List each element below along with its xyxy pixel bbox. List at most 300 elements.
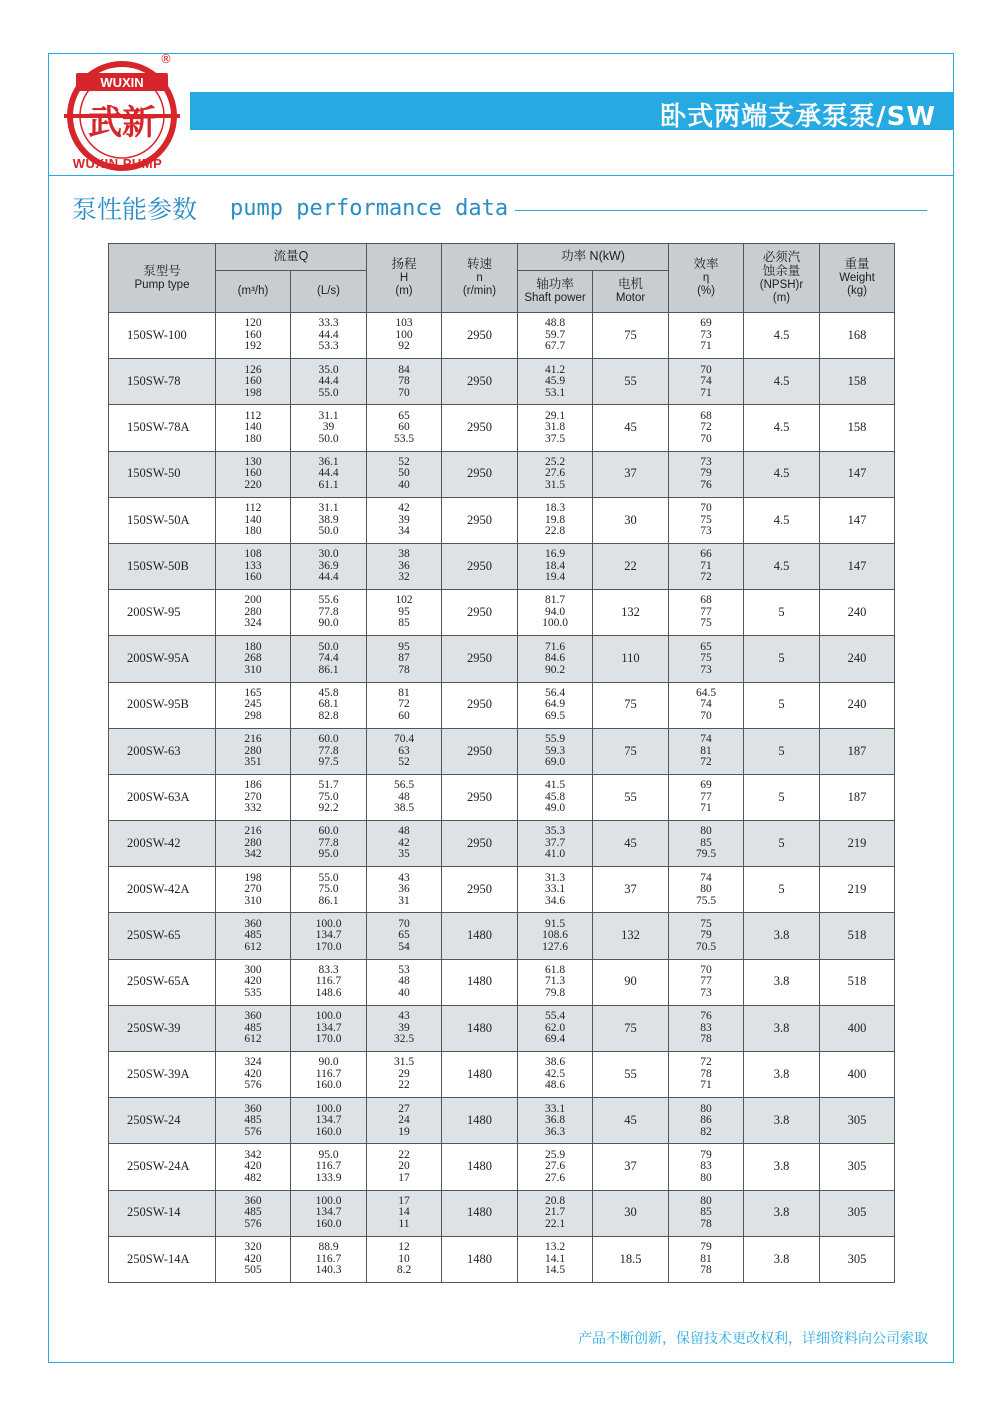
head-cell bbox=[367, 1190, 442, 1236]
flow-ls-cell-value: 75.0 bbox=[318, 790, 339, 803]
efficiency-cell-value: 75.5 bbox=[695, 894, 717, 907]
speed-cell: 2950 bbox=[442, 821, 518, 867]
shaft-power-cell-value: 22.1 bbox=[544, 1217, 566, 1230]
motor-cell: 45 bbox=[593, 405, 669, 451]
shaft-power-cell-value: 31.5 bbox=[544, 478, 566, 491]
head-cell-value: 17 bbox=[398, 1171, 410, 1184]
pump-type-cell: 150SW-78A bbox=[109, 405, 216, 451]
speed-unit: (r/min) bbox=[462, 285, 497, 297]
efficiency-cell bbox=[669, 1005, 744, 1051]
speed-cell: 2950 bbox=[442, 405, 518, 451]
flow-m3h-cell-value: 420 bbox=[244, 1067, 262, 1080]
shaft-power-cell-value: 71.3 bbox=[544, 975, 566, 988]
flow-ls-cell bbox=[291, 543, 367, 589]
flow-ls-cell-value: 30.0 bbox=[318, 548, 339, 561]
speed-cell: 2950 bbox=[442, 867, 518, 913]
shaft-power-cell-value: 21.7 bbox=[544, 1206, 566, 1219]
head-cell-value: 60 bbox=[398, 709, 410, 722]
col-motor bbox=[593, 271, 669, 313]
efficiency-cell-value: 80 bbox=[700, 1194, 712, 1207]
efficiency-cell bbox=[669, 867, 744, 913]
head-cell bbox=[367, 774, 442, 820]
flow-m3h-cell-value: 140 bbox=[244, 421, 262, 434]
efficiency-cell bbox=[669, 359, 744, 405]
efficiency-cell-value: 72 bbox=[700, 1056, 712, 1069]
flow-ls-cell-value: 36.9 bbox=[318, 559, 339, 572]
table-row bbox=[109, 1098, 895, 1144]
table-row bbox=[109, 728, 895, 774]
head-cell bbox=[367, 867, 442, 913]
flow-m3h-cell-value: 485 bbox=[244, 929, 262, 942]
flow-m3h-cell-value: 120 bbox=[244, 317, 262, 330]
flow-cn: 流量Q bbox=[273, 249, 309, 263]
efficiency-cell-value: 69 bbox=[700, 779, 712, 792]
npsh-cell: 3.8 bbox=[744, 1052, 820, 1098]
speed-cell: 2950 bbox=[442, 774, 518, 820]
flow-m3h-cell-value: 268 bbox=[244, 652, 262, 665]
table-row bbox=[109, 959, 895, 1005]
efficiency-cell-value: 80 bbox=[700, 1171, 712, 1184]
flow-unit-m3h: (m³/h) bbox=[237, 285, 269, 297]
pump-type-cell: 200SW-95A bbox=[109, 636, 216, 682]
flow-ls-cell-value: 100.0 bbox=[315, 917, 342, 930]
flow-ls-cell bbox=[291, 451, 367, 497]
shaft-power-cell-value: 69.4 bbox=[544, 1033, 566, 1046]
head-cell-value: 48 bbox=[398, 975, 410, 988]
header-banner bbox=[190, 92, 954, 130]
efficiency-cell-value: 73 bbox=[700, 663, 712, 676]
pump-type-cn: 泵型号 bbox=[143, 263, 181, 278]
head-cell-value: 34 bbox=[398, 525, 410, 538]
npsh-unit: (m) bbox=[772, 292, 791, 304]
efficiency-cell-value: 82 bbox=[700, 1125, 712, 1138]
head-cell-value: 35 bbox=[398, 848, 410, 861]
flow-m3h-cell-value: 360 bbox=[244, 1102, 262, 1115]
flow-ls-cell-value: 31.1 bbox=[318, 409, 339, 422]
head-cell-value: 22 bbox=[398, 1079, 410, 1092]
pump-type-cell: 200SW-42A bbox=[109, 867, 216, 913]
flow-ls-cell-value: 134.7 bbox=[315, 1021, 342, 1034]
speed-cell: 2950 bbox=[442, 497, 518, 543]
efficiency-cell bbox=[669, 1144, 744, 1190]
flow-m3h-cell-value: 133 bbox=[244, 559, 262, 572]
shaft-power-cell bbox=[518, 682, 593, 728]
efficiency-cell bbox=[669, 1236, 744, 1282]
motor-cell: 45 bbox=[593, 1098, 669, 1144]
efficiency-cell-value: 70.5 bbox=[695, 940, 717, 953]
efficiency-cell-value: 71 bbox=[700, 1079, 712, 1092]
speed-cn: 转速 bbox=[467, 257, 493, 271]
efficiency-cell-value: 71 bbox=[700, 559, 712, 572]
table-row bbox=[109, 313, 895, 359]
flow-m3h-cell-value: 108 bbox=[244, 548, 262, 561]
motor-cell: 55 bbox=[593, 774, 669, 820]
flow-ls-cell-value: 95.0 bbox=[318, 848, 339, 861]
flow-ls-cell-value: 33.3 bbox=[318, 317, 339, 330]
flow-ls-cell bbox=[291, 1052, 367, 1098]
eff-cn: 效率 bbox=[693, 257, 719, 271]
table-row bbox=[109, 1190, 895, 1236]
flow-ls-cell-value: 100.0 bbox=[315, 1194, 342, 1207]
shaft-power-cell-value: 42.5 bbox=[544, 1067, 566, 1080]
head-cell-value: 42 bbox=[398, 502, 410, 515]
head-cell bbox=[367, 1052, 442, 1098]
head-cell-value: 60 bbox=[398, 421, 410, 434]
flow-m3h-cell-value: 220 bbox=[244, 478, 262, 491]
flow-ls-cell-value: 97.5 bbox=[318, 756, 339, 769]
table-row bbox=[109, 913, 895, 959]
flow-ls-cell-value: 82.8 bbox=[318, 709, 339, 722]
head-cell-value: 81 bbox=[398, 686, 410, 699]
col-flow bbox=[216, 244, 367, 271]
shaft-power-cell-value: 91.5 bbox=[544, 917, 566, 930]
col-flow-ls bbox=[291, 271, 367, 313]
flow-m3h-cell bbox=[216, 1005, 291, 1051]
head-cell bbox=[367, 821, 442, 867]
pump-type-cell: 150SW-78 bbox=[109, 359, 216, 405]
head-cell bbox=[367, 959, 442, 1005]
flow-m3h-cell-value: 351 bbox=[244, 756, 262, 769]
head-sym: H bbox=[399, 272, 409, 284]
motor-cell: 75 bbox=[593, 1005, 669, 1051]
flow-m3h-cell-value: 165 bbox=[244, 686, 262, 699]
head-cell bbox=[367, 913, 442, 959]
head-cell-value: 38.5 bbox=[393, 802, 415, 815]
head-cell bbox=[367, 497, 442, 543]
npsh-cn1: 必须汽 bbox=[762, 250, 801, 264]
shaft-power-cell-value: 61.8 bbox=[544, 963, 566, 976]
efficiency-cell-value: 74 bbox=[700, 375, 712, 388]
table-row bbox=[109, 682, 895, 728]
flow-m3h-cell bbox=[216, 1052, 291, 1098]
flow-m3h-cell-value: 245 bbox=[244, 698, 262, 711]
flow-ls-cell-value: 75.0 bbox=[318, 883, 339, 896]
flow-m3h-cell-value: 576 bbox=[244, 1217, 262, 1230]
page-title: 卧式两端支承泵泵/SW bbox=[660, 102, 936, 132]
flow-m3h-cell bbox=[216, 405, 291, 451]
efficiency-cell-value: 71 bbox=[700, 386, 712, 399]
npsh-cell: 4.5 bbox=[744, 451, 820, 497]
flow-ls-cell bbox=[291, 636, 367, 682]
flow-ls-cell bbox=[291, 682, 367, 728]
shaft-power-cell-value: 25.9 bbox=[544, 1148, 566, 1161]
pump-type-cell: 200SW-42 bbox=[109, 821, 216, 867]
motor-cell: 30 bbox=[593, 1190, 669, 1236]
speed-cell: 1480 bbox=[442, 1005, 518, 1051]
weight-cell: 400 bbox=[820, 1052, 895, 1098]
weight-cn: 重量 bbox=[844, 257, 870, 271]
head-cell-value: 103 bbox=[395, 317, 413, 330]
head-cell bbox=[367, 451, 442, 497]
table-row bbox=[109, 1052, 895, 1098]
efficiency-cell-value: 80 bbox=[700, 825, 712, 838]
flow-ls-cell-value: 35.0 bbox=[318, 363, 339, 376]
flow-ls-cell-value: 39 bbox=[322, 421, 335, 434]
efficiency-cell-value: 76 bbox=[700, 478, 712, 491]
shaft-power-cell-value: 20.8 bbox=[544, 1194, 566, 1207]
flow-m3h-cell-value: 130 bbox=[244, 455, 262, 468]
pump-type-en: Pump type bbox=[134, 278, 190, 291]
head-cell-value: 39 bbox=[398, 1021, 410, 1034]
head-cell-value: 32 bbox=[398, 571, 410, 584]
head-cell-value: 92 bbox=[398, 340, 410, 353]
flow-ls-cell-value: 77.8 bbox=[318, 836, 339, 849]
efficiency-cell-value: 78 bbox=[700, 1067, 712, 1080]
efficiency-cell-value: 74 bbox=[700, 733, 712, 746]
flow-m3h-cell bbox=[216, 1236, 291, 1282]
shaft-power-cell-value: 127.6 bbox=[542, 940, 568, 953]
shaft-power-cell-value: 49.0 bbox=[544, 802, 566, 815]
flow-m3h-cell-value: 216 bbox=[244, 733, 262, 746]
speed-sym: n bbox=[476, 272, 483, 284]
npsh-cell: 3.8 bbox=[744, 1144, 820, 1190]
flow-ls-cell-value: 160.0 bbox=[315, 1079, 342, 1092]
flow-ls-cell bbox=[291, 1005, 367, 1051]
efficiency-cell-value: 83 bbox=[700, 1021, 712, 1034]
shaft-power-cell-value: 22.8 bbox=[544, 525, 566, 538]
flow-m3h-cell-value: 324 bbox=[244, 1056, 262, 1069]
head-cell-value: 42 bbox=[398, 836, 410, 849]
flow-ls-cell-value: 45.8 bbox=[318, 686, 339, 699]
flow-ls-cell-value: 44.4 bbox=[318, 375, 339, 388]
flow-m3h-cell bbox=[216, 1144, 291, 1190]
col-efficiency bbox=[669, 244, 744, 313]
efficiency-cell-value: 72 bbox=[700, 421, 712, 434]
shaft-power-cell-value: 14.1 bbox=[544, 1252, 566, 1265]
flow-ls-cell-value: 50.0 bbox=[318, 525, 339, 538]
shaft-power-cell-value: 94.0 bbox=[544, 605, 566, 618]
header-divider bbox=[48, 175, 954, 176]
weight-cell: 305 bbox=[820, 1098, 895, 1144]
col-pump-type bbox=[109, 244, 216, 313]
flow-m3h-cell-value: 324 bbox=[244, 617, 262, 630]
shaft-power-cell-value: 19.8 bbox=[544, 513, 566, 526]
npsh-cell: 3.8 bbox=[744, 1005, 820, 1051]
pump-type-cell: 250SW-39A bbox=[109, 1052, 216, 1098]
flow-m3h-cell bbox=[216, 913, 291, 959]
motor-cell: 132 bbox=[593, 590, 669, 636]
efficiency-cell-value: 70 bbox=[700, 363, 712, 376]
shaft-power-cell-value: 84.6 bbox=[544, 652, 566, 665]
head-cell-value: 70 bbox=[398, 917, 410, 930]
efficiency-cell-value: 80 bbox=[700, 883, 712, 896]
efficiency-cell-value: 75 bbox=[700, 917, 712, 930]
head-cell-value: 48 bbox=[398, 825, 410, 838]
speed-cell: 2950 bbox=[442, 728, 518, 774]
npsh-cell: 3.8 bbox=[744, 1236, 820, 1282]
head-cell-value: 70 bbox=[398, 386, 410, 399]
flow-ls-cell-value: 88.9 bbox=[318, 1241, 339, 1254]
flow-ls-cell-value: 116.7 bbox=[315, 1067, 342, 1080]
flow-m3h-cell-value: 332 bbox=[244, 802, 262, 815]
efficiency-cell-value: 74 bbox=[700, 698, 712, 711]
pump-type-cell: 200SW-63 bbox=[109, 728, 216, 774]
speed-cell: 2950 bbox=[442, 636, 518, 682]
shaft-power-cell bbox=[518, 636, 593, 682]
efficiency-cell-value: 70 bbox=[700, 709, 712, 722]
flow-ls-cell-value: 55.0 bbox=[318, 871, 339, 884]
shaft-power-cell-value: 36.8 bbox=[544, 1114, 566, 1127]
head-cell-value: 32.5 bbox=[393, 1033, 415, 1046]
table-row bbox=[109, 1236, 895, 1282]
motor-cell: 90 bbox=[593, 959, 669, 1005]
weight-cell: 187 bbox=[820, 728, 895, 774]
flow-m3h-cell-value: 360 bbox=[244, 917, 262, 930]
flow-m3h-cell bbox=[216, 728, 291, 774]
efficiency-cell-value: 77 bbox=[700, 605, 712, 618]
head-cell bbox=[367, 1005, 442, 1051]
motor-cell: 37 bbox=[593, 1144, 669, 1190]
efficiency-cell-value: 77 bbox=[700, 975, 712, 988]
npsh-sym: (NPSH)r bbox=[759, 279, 804, 291]
motor-cell: 110 bbox=[593, 636, 669, 682]
flow-m3h-cell-value: 485 bbox=[244, 1206, 262, 1219]
flow-ls-cell-value: 100.0 bbox=[315, 1010, 342, 1023]
weight-unit: (kg) bbox=[847, 285, 867, 297]
flow-ls-cell-value: 60.0 bbox=[318, 825, 339, 838]
motor-cell: 30 bbox=[593, 497, 669, 543]
efficiency-cell-value: 72 bbox=[700, 756, 712, 769]
efficiency-cell-value: 70 bbox=[700, 432, 712, 445]
shaft-power-cell-value: 45.8 bbox=[544, 790, 566, 803]
pump-type-cell: 200SW-95 bbox=[109, 590, 216, 636]
table-row bbox=[109, 543, 895, 589]
motor-cell: 75 bbox=[593, 682, 669, 728]
head-cell-value: 87 bbox=[398, 652, 410, 665]
shaft-power-cell-value: 48.8 bbox=[544, 317, 566, 330]
efficiency-cell-value: 79 bbox=[700, 1241, 712, 1254]
shaft-power-cell bbox=[518, 774, 593, 820]
shaft-power-cell-value: 90.2 bbox=[544, 663, 566, 676]
weight-cell: 240 bbox=[820, 682, 895, 728]
flow-m3h-cell bbox=[216, 682, 291, 728]
pump-type-cell: 250SW-24A bbox=[109, 1144, 216, 1190]
efficiency-cell bbox=[669, 313, 744, 359]
pump-type-cell: 150SW-50B bbox=[109, 543, 216, 589]
head-cell-value: 65 bbox=[398, 929, 410, 942]
head-cell bbox=[367, 590, 442, 636]
efficiency-cell-value: 78 bbox=[700, 1217, 712, 1230]
shaft-power-cell-value: 38.6 bbox=[544, 1056, 566, 1069]
shaft-power-cell-value: 14.5 bbox=[544, 1264, 566, 1277]
head-cell-value: 11 bbox=[398, 1217, 410, 1230]
weight-en: Weight bbox=[839, 272, 875, 284]
flow-ls-cell-value: 160.0 bbox=[315, 1125, 342, 1138]
flow-m3h-cell bbox=[216, 636, 291, 682]
flow-ls-cell bbox=[291, 1236, 367, 1282]
shaft-power-cell-value: 59.7 bbox=[544, 328, 566, 341]
shaft-power-cell-value: 27.6 bbox=[544, 467, 566, 480]
npsh-cell: 4.5 bbox=[744, 543, 820, 589]
efficiency-cell-value: 72 bbox=[700, 571, 712, 584]
flow-m3h-cell-value: 112 bbox=[244, 502, 262, 515]
head-cell bbox=[367, 1236, 442, 1282]
speed-cell: 1480 bbox=[442, 1052, 518, 1098]
flow-m3h-cell-value: 485 bbox=[244, 1021, 262, 1034]
col-power bbox=[518, 244, 669, 271]
efficiency-cell bbox=[669, 682, 744, 728]
flow-ls-cell bbox=[291, 359, 367, 405]
table-header bbox=[109, 244, 895, 313]
head-cell-value: 48 bbox=[398, 790, 410, 803]
head-cell-value: 53.5 bbox=[393, 432, 415, 445]
head-cell-value: 85 bbox=[398, 617, 410, 630]
flow-ls-cell-value: 100.0 bbox=[315, 1102, 342, 1115]
flow-ls-cell-value: 74.4 bbox=[318, 652, 339, 665]
logo-bottom-text: WUXIN PUMP bbox=[72, 156, 163, 171]
flow-ls-cell bbox=[291, 1190, 367, 1236]
weight-cell: 147 bbox=[820, 497, 895, 543]
motor-cell: 75 bbox=[593, 313, 669, 359]
shaft-power-cell bbox=[518, 1052, 593, 1098]
flow-ls-cell-value: 95.0 bbox=[318, 1148, 339, 1161]
flow-m3h-cell-value: 360 bbox=[244, 1010, 262, 1023]
flow-ls-cell-value: 68.1 bbox=[318, 698, 339, 711]
flow-m3h-cell-value: 320 bbox=[244, 1241, 262, 1254]
flow-m3h-cell-value: 612 bbox=[244, 940, 262, 953]
speed-cell: 2950 bbox=[442, 682, 518, 728]
shaft-power-cell-value: 81.7 bbox=[544, 594, 566, 607]
weight-cell: 518 bbox=[820, 959, 895, 1005]
flow-ls-cell bbox=[291, 959, 367, 1005]
efficiency-cell bbox=[669, 636, 744, 682]
head-cell-value: 52 bbox=[398, 756, 410, 769]
pump-type-cell: 200SW-63A bbox=[109, 774, 216, 820]
weight-cell: 518 bbox=[820, 913, 895, 959]
head-cell-value: 36 bbox=[398, 559, 410, 572]
npsh-cell: 3.8 bbox=[744, 959, 820, 1005]
efficiency-cell bbox=[669, 774, 744, 820]
head-cell-value: 38 bbox=[398, 548, 410, 561]
head-cell-value: 39 bbox=[398, 513, 410, 526]
registered-mark: ® bbox=[160, 52, 172, 66]
motor-cell: 132 bbox=[593, 913, 669, 959]
shaft-power-cell bbox=[518, 359, 593, 405]
shaft-power-cell-value: 79.8 bbox=[544, 986, 566, 999]
flow-m3h-cell-value: 160 bbox=[244, 571, 262, 584]
efficiency-cell-value: 65 bbox=[700, 640, 712, 653]
flow-m3h-cell-value: 420 bbox=[244, 1160, 262, 1173]
efficiency-cell-value: 85 bbox=[700, 836, 712, 849]
flow-m3h-cell bbox=[216, 543, 291, 589]
efficiency-cell bbox=[669, 728, 744, 774]
head-cell-value: 72 bbox=[398, 698, 410, 711]
footer-note: 产品不断创新，保留技术更改权利，详细资料向公司索取 bbox=[578, 1331, 928, 1347]
npsh-cell: 5 bbox=[744, 682, 820, 728]
efficiency-cell bbox=[669, 405, 744, 451]
flow-m3h-cell-value: 482 bbox=[244, 1171, 262, 1184]
weight-cell: 147 bbox=[820, 543, 895, 589]
flow-ls-cell-value: 36.1 bbox=[318, 455, 339, 468]
power-cn: 功率 N(kW) bbox=[561, 249, 625, 263]
shaft-power-cell-value: 33.1 bbox=[544, 883, 566, 896]
section-title-en: pump performance data bbox=[230, 196, 509, 221]
flow-m3h-cell bbox=[216, 1190, 291, 1236]
shaft-power-cell-value: 29.1 bbox=[544, 409, 566, 422]
table-row bbox=[109, 636, 895, 682]
efficiency-cell-value: 73 bbox=[700, 455, 712, 468]
head-cell-value: 14 bbox=[398, 1206, 410, 1219]
flow-m3h-cell-value: 200 bbox=[244, 594, 262, 607]
flow-ls-cell bbox=[291, 590, 367, 636]
efficiency-cell bbox=[669, 497, 744, 543]
efficiency-cell bbox=[669, 959, 744, 1005]
motor-cell: 45 bbox=[593, 821, 669, 867]
shaft-power-cell-value: 69.0 bbox=[544, 756, 566, 769]
efficiency-cell-value: 80 bbox=[700, 1102, 712, 1115]
weight-cell: 158 bbox=[820, 405, 895, 451]
shaft-power-cell bbox=[518, 728, 593, 774]
